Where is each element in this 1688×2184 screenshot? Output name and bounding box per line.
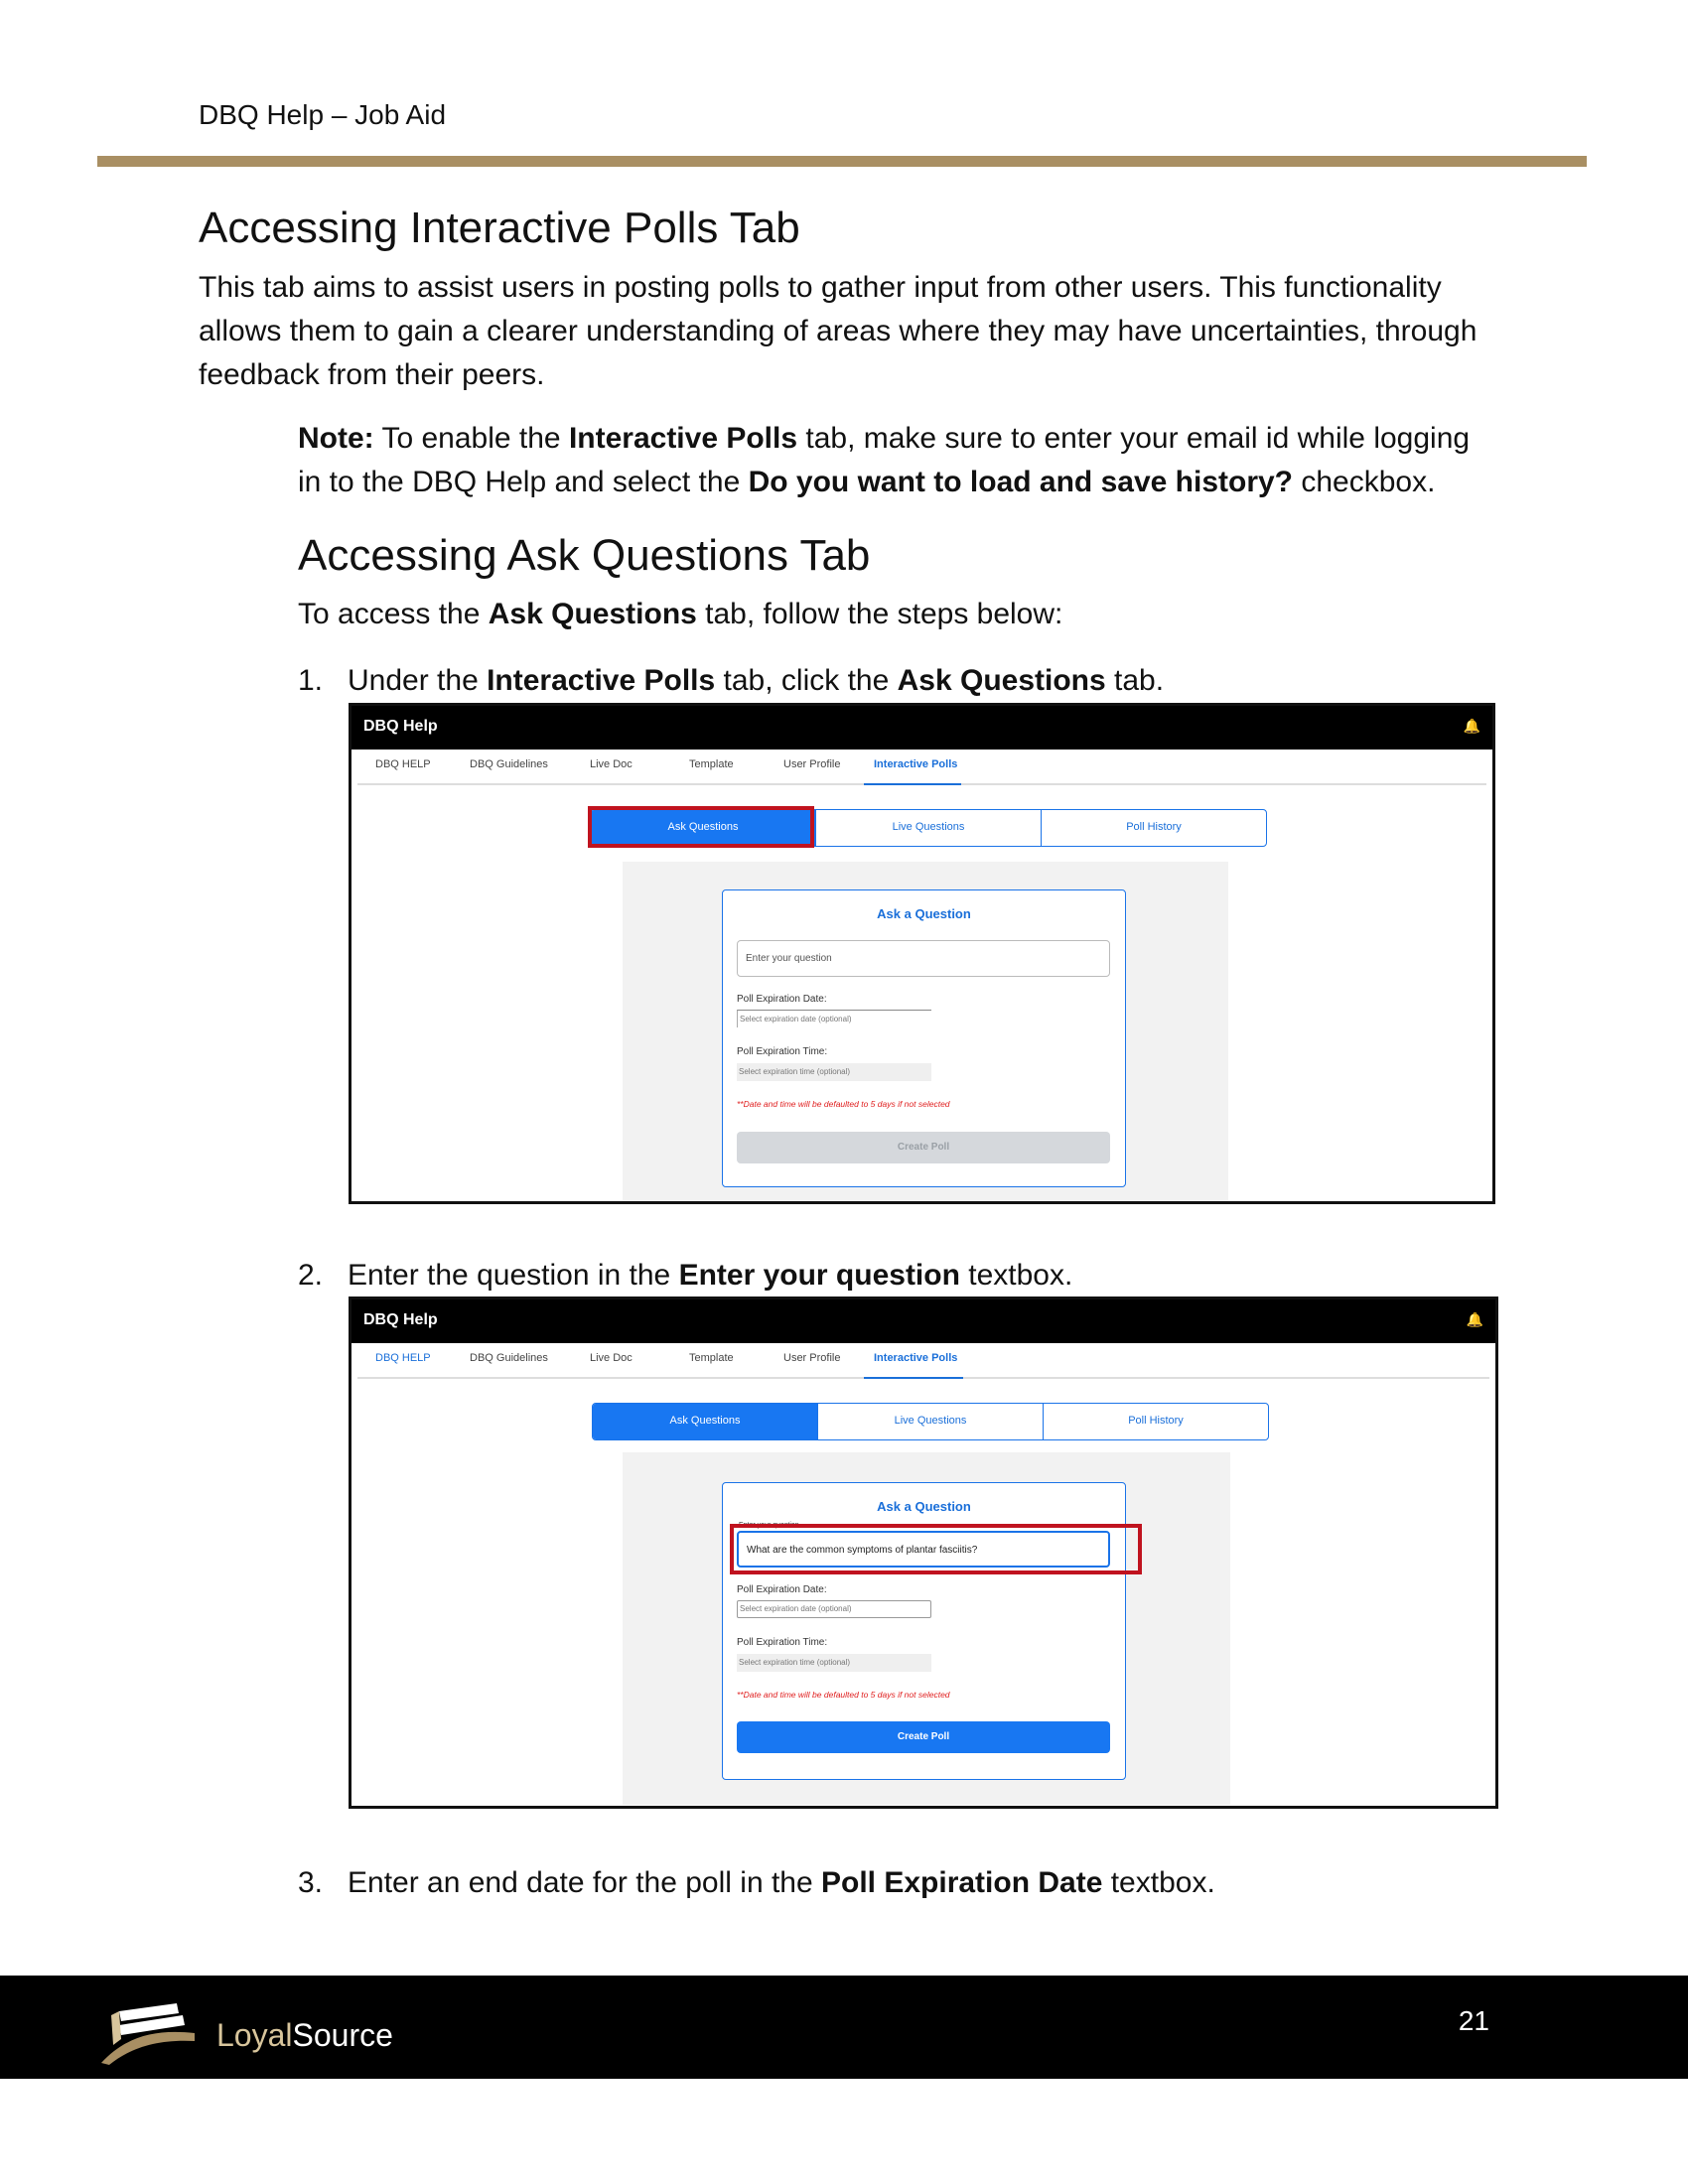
page-footer <box>0 1976 1688 2079</box>
app-title: DBQ Help <box>363 1311 438 1328</box>
content-panel <box>623 862 1228 1204</box>
step-text: tab, click the <box>715 664 898 697</box>
screenshot-2 <box>349 1297 1498 1809</box>
nav-dbq-guidelines[interactable]: DBQ Guidelines <box>470 1352 548 1364</box>
nav-interactive-polls[interactable]: Interactive Polls <box>874 758 958 770</box>
nav-user-profile[interactable]: User Profile <box>783 758 841 770</box>
bell-icon[interactable]: 🔔 <box>1463 718 1480 734</box>
nav-dbq-guidelines[interactable]: DBQ Guidelines <box>470 758 548 770</box>
header-rule <box>97 156 1587 167</box>
step-1 <box>298 659 1164 703</box>
tab-ask-questions[interactable]: Ask Questions <box>593 1404 818 1439</box>
nav-user-profile[interactable]: User Profile <box>783 1352 841 1364</box>
note-bold: Interactive Polls <box>568 422 798 455</box>
card-title: Ask a Question <box>877 906 971 921</box>
app-topbar <box>352 706 1492 750</box>
tab-live-questions[interactable]: Live Questions <box>818 1404 1044 1439</box>
nav-template[interactable]: Template <box>689 1352 734 1364</box>
time-input[interactable]: Select expiration time (optional) <box>737 1063 931 1081</box>
question-float-label: Enter your question <box>739 1522 799 1529</box>
note-bold: Do you want to load and save history? <box>748 466 1294 498</box>
note-text: tab, make sure to enter your email id while logging in to the DBQ Help and select the <box>298 422 1471 498</box>
nav-dbq-help[interactable]: DBQ HELP <box>375 758 431 770</box>
tab-poll-history[interactable]: Poll History <box>1128 1415 1184 1427</box>
nav-live-doc[interactable]: Live Doc <box>590 758 633 770</box>
document-header: DBQ Help – Job Aid <box>199 99 447 130</box>
time-label: Poll Expiration Time: <box>737 1046 828 1057</box>
time-input[interactable]: Select expiration time (optional) <box>737 1654 931 1672</box>
date-input[interactable]: Select expiration date (optional) <box>737 1600 931 1618</box>
nav-template[interactable]: Template <box>689 758 734 770</box>
step-text: Under the <box>348 664 488 697</box>
tab-ask-questions[interactable]: Ask Questions <box>591 810 816 846</box>
intro-paragraph: This tab aims to assist users in posting polls to gather input from other users. This functionality allows them to gain a clearer understanding of areas where they may have uncertainties, through feedback from their peers. <box>199 271 1477 391</box>
step-text: textbox. <box>1102 1866 1215 1899</box>
step-bold: Poll Expiration Date <box>821 1866 1103 1899</box>
time-label: Poll Expiration Time: <box>737 1637 828 1648</box>
content-panel <box>623 1452 1230 1805</box>
loyalsource-logo-icon <box>97 1995 197 2067</box>
step-bold: Interactive Polls <box>487 664 716 697</box>
intro-text: tab, follow the steps below: <box>696 598 1063 630</box>
question-input[interactable]: What are the common symptoms of plantar fasciitis? <box>737 1531 1110 1568</box>
step-number: 2. <box>298 1259 324 1292</box>
screenshot-1 <box>349 703 1495 1204</box>
app-topbar <box>352 1299 1495 1343</box>
default-warning: **Date and time will be defaulted to 5 days if not selected <box>737 1690 950 1700</box>
step-bold: Enter your question <box>678 1259 960 1292</box>
default-warning: **Date and time will be defaulted to 5 days if not selected <box>737 1099 950 1109</box>
intro-bold: Ask Questions <box>488 598 697 630</box>
step-number: 3. <box>298 1866 324 1899</box>
question-input[interactable]: Enter your question <box>737 940 1110 977</box>
note-text: To enable the <box>373 422 569 455</box>
section-heading-polls: Accessing Interactive Polls Tab <box>199 204 800 252</box>
highlight-box <box>588 806 814 848</box>
page-number: 21 <box>1458 2005 1489 2036</box>
step-text: textbox. <box>959 1259 1073 1292</box>
card-title: Ask a Question <box>877 1499 971 1514</box>
brand-name <box>216 2017 393 2054</box>
brand-part: Loyal <box>216 2017 293 2053</box>
nav-dbq-help[interactable]: DBQ HELP <box>375 1352 431 1364</box>
step-text: tab. <box>1105 664 1165 697</box>
note-text: checkbox. <box>1293 466 1436 498</box>
ask-question-card <box>722 889 1126 1187</box>
create-poll-button-disabled[interactable]: Create Poll <box>737 1132 1110 1163</box>
note-paragraph <box>298 417 1499 504</box>
note-label: Note: <box>298 422 374 455</box>
tab-poll-history[interactable]: Poll History <box>1126 821 1182 833</box>
tab-live-questions[interactable]: Live Questions <box>816 810 1042 846</box>
app-nav <box>357 750 1486 785</box>
step-number: 1. <box>298 664 324 697</box>
step-text: Enter the question in the <box>348 1259 679 1292</box>
highlight-box <box>730 1524 1142 1574</box>
nav-live-doc[interactable]: Live Doc <box>590 1352 633 1364</box>
section-heading-ask: Accessing Ask Questions Tab <box>298 531 871 580</box>
step-bold: Ask Questions <box>897 664 1106 697</box>
step-2 <box>298 1254 1072 1297</box>
nav-interactive-polls[interactable]: Interactive Polls <box>874 1352 958 1364</box>
date-input[interactable]: Select expiration date (optional) <box>737 1010 931 1027</box>
poll-tabs <box>592 1403 1269 1440</box>
nav-active-underline <box>864 783 961 785</box>
intro-text: To access the <box>298 598 489 630</box>
date-label: Poll Expiration Date: <box>737 994 827 1005</box>
nav-active-underline <box>864 1377 963 1379</box>
steps-intro <box>298 593 1062 636</box>
step-text: Enter an end date for the poll in the <box>348 1866 821 1899</box>
date-label: Poll Expiration Date: <box>737 1584 827 1595</box>
bell-icon[interactable]: 🔔 <box>1466 1311 1483 1327</box>
app-nav <box>357 1343 1489 1379</box>
create-poll-button[interactable]: Create Poll <box>737 1721 1110 1753</box>
app-title: DBQ Help <box>363 718 438 735</box>
brand-part: Source <box>292 2017 393 2053</box>
step-3 <box>298 1861 1215 1905</box>
